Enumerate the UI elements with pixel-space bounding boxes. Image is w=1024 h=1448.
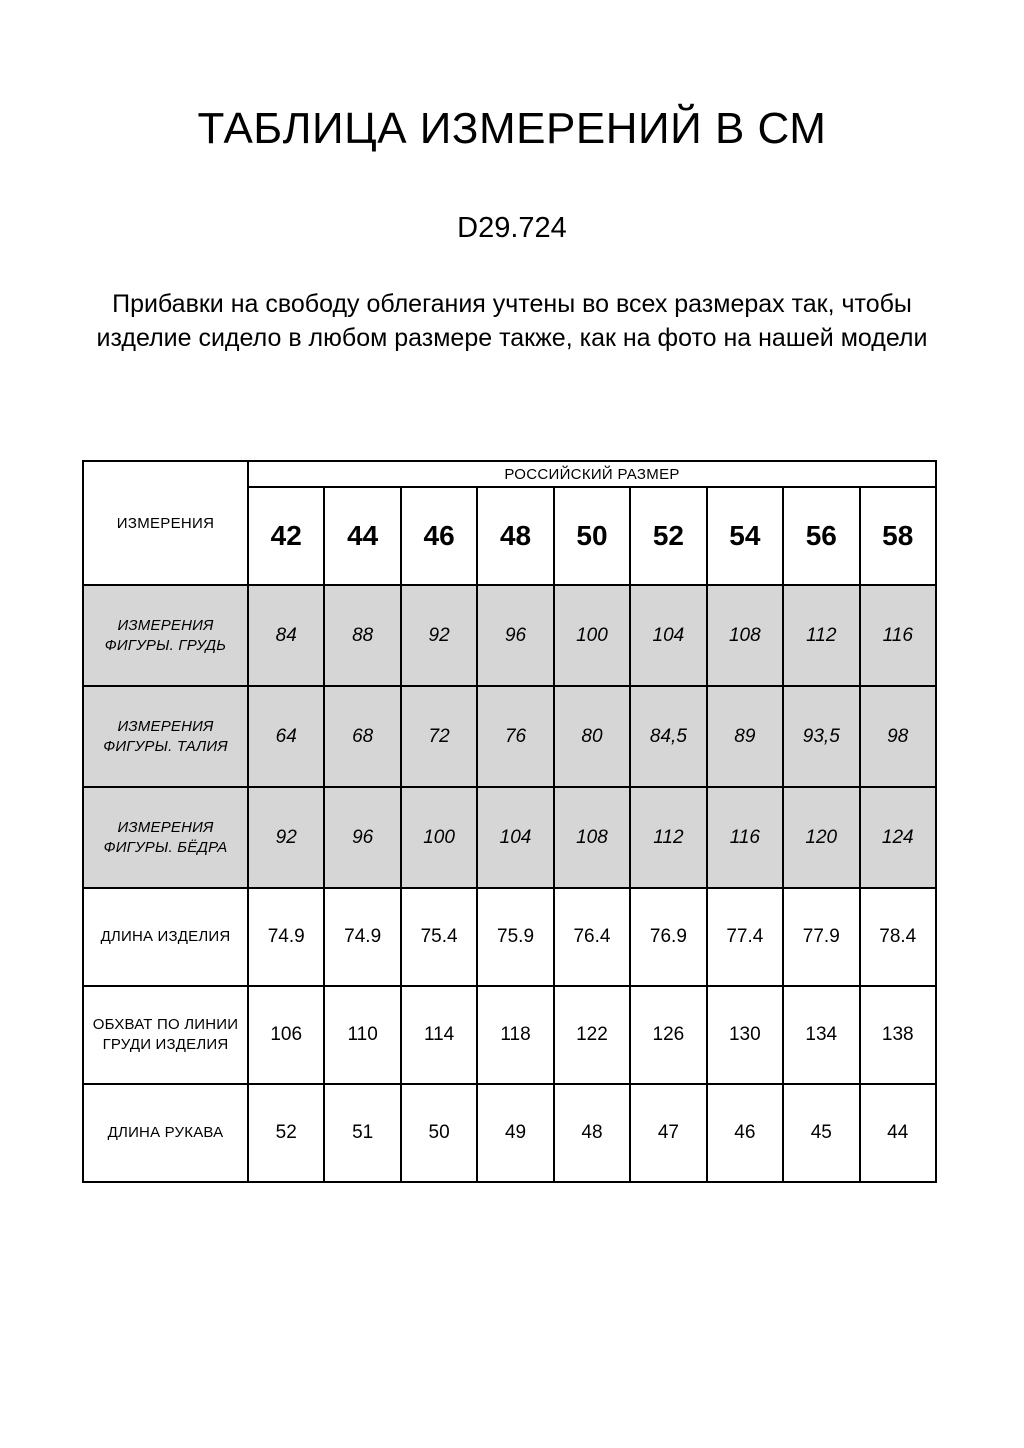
- value-cell: 49: [477, 1084, 553, 1182]
- value-cell: 124: [860, 787, 937, 888]
- fit-note-text: Прибавки на свободу облегания учтены во всех размерах так, чтобы изделие сидело в любом размере также, как на фото на нашей модели: [96, 290, 928, 352]
- size-header-cell: 42: [248, 487, 324, 585]
- value-cell: 96: [324, 787, 400, 888]
- value-cell: 92: [401, 585, 477, 686]
- value-cell: 50: [401, 1084, 477, 1182]
- table-row: [83, 585, 936, 686]
- value-cell: 78.4: [860, 888, 937, 986]
- row-label: ДЛИНА РУКАВА: [83, 1084, 248, 1182]
- value-cell: 112: [630, 787, 706, 888]
- value-cell: 108: [554, 787, 630, 888]
- russian-size-group-header: РОССИЙСКИЙ РАЗМЕР: [248, 461, 936, 487]
- value-cell: 92: [248, 787, 324, 888]
- value-cell: 72: [401, 686, 477, 787]
- measurement-table: [82, 460, 937, 1183]
- value-cell: 116: [707, 787, 783, 888]
- value-cell: 118: [477, 986, 553, 1084]
- measurements-corner-cell: ИЗМЕРЕНИЯ: [83, 461, 248, 585]
- value-cell: 52: [248, 1084, 324, 1182]
- value-cell: 100: [554, 585, 630, 686]
- value-cell: 75.9: [477, 888, 553, 986]
- value-cell: 88: [324, 585, 400, 686]
- value-cell: 77.9: [783, 888, 859, 986]
- value-cell: 100: [401, 787, 477, 888]
- product-code: D29.724: [457, 212, 567, 244]
- row-label: ИЗМЕРЕНИЯ ФИГУРЫ. ГРУДЬ: [83, 585, 248, 686]
- row-label: ИЗМЕРЕНИЯ ФИГУРЫ. ТАЛИЯ: [83, 686, 248, 787]
- value-cell: 48: [554, 1084, 630, 1182]
- value-cell: 120: [783, 787, 859, 888]
- value-cell: 74.9: [248, 888, 324, 986]
- value-cell: 64: [248, 686, 324, 787]
- size-header-cell: 58: [860, 487, 937, 585]
- value-cell: 84: [248, 585, 324, 686]
- size-header-cell: 46: [401, 487, 477, 585]
- value-cell: 44: [860, 1084, 937, 1182]
- table-row: [83, 888, 936, 986]
- value-cell: 138: [860, 986, 937, 1084]
- row-label: ОБХВАТ ПО ЛИНИИ ГРУДИ ИЗДЕЛИЯ: [83, 986, 248, 1084]
- value-cell: 116: [860, 585, 937, 686]
- table-row: [83, 1084, 936, 1182]
- value-cell: 89: [707, 686, 783, 787]
- value-cell: 76: [477, 686, 553, 787]
- value-cell: 76.9: [630, 888, 706, 986]
- value-cell: 51: [324, 1084, 400, 1182]
- group-header-row: [83, 461, 936, 487]
- size-header-cell: 50: [554, 487, 630, 585]
- size-header-cell: 44: [324, 487, 400, 585]
- value-cell: 106: [248, 986, 324, 1084]
- value-cell: 104: [630, 585, 706, 686]
- value-cell: 80: [554, 686, 630, 787]
- value-cell: 98: [860, 686, 937, 787]
- value-cell: 47: [630, 1084, 706, 1182]
- value-cell: 45: [783, 1084, 859, 1182]
- value-cell: 76.4: [554, 888, 630, 986]
- value-cell: 93,5: [783, 686, 859, 787]
- value-cell: 112: [783, 585, 859, 686]
- row-label: ИЗМЕРЕНИЯ ФИГУРЫ. БЁДРА: [83, 787, 248, 888]
- value-cell: 130: [707, 986, 783, 1084]
- size-header-cell: 52: [630, 487, 706, 585]
- table-row: [83, 787, 936, 888]
- page-title: ТАБЛИЦА ИЗМЕРЕНИЙ В СМ: [197, 104, 827, 153]
- value-cell: 114: [401, 986, 477, 1084]
- value-cell: 74.9: [324, 888, 400, 986]
- table-row: [83, 986, 936, 1084]
- value-cell: 68: [324, 686, 400, 787]
- value-cell: 46: [707, 1084, 783, 1182]
- value-cell: 104: [477, 787, 553, 888]
- value-cell: 134: [783, 986, 859, 1084]
- row-label: ДЛИНА ИЗДЕЛИЯ: [83, 888, 248, 986]
- value-cell: 108: [707, 585, 783, 686]
- value-cell: 122: [554, 986, 630, 1084]
- value-cell: 75.4: [401, 888, 477, 986]
- value-cell: 126: [630, 986, 706, 1084]
- size-header-cell: 48: [477, 487, 553, 585]
- table-row: [83, 686, 936, 787]
- size-header-cell: 56: [783, 487, 859, 585]
- value-cell: 96: [477, 585, 553, 686]
- value-cell: 110: [324, 986, 400, 1084]
- size-header-cell: 54: [707, 487, 783, 585]
- value-cell: 77.4: [707, 888, 783, 986]
- value-cell: 84,5: [630, 686, 706, 787]
